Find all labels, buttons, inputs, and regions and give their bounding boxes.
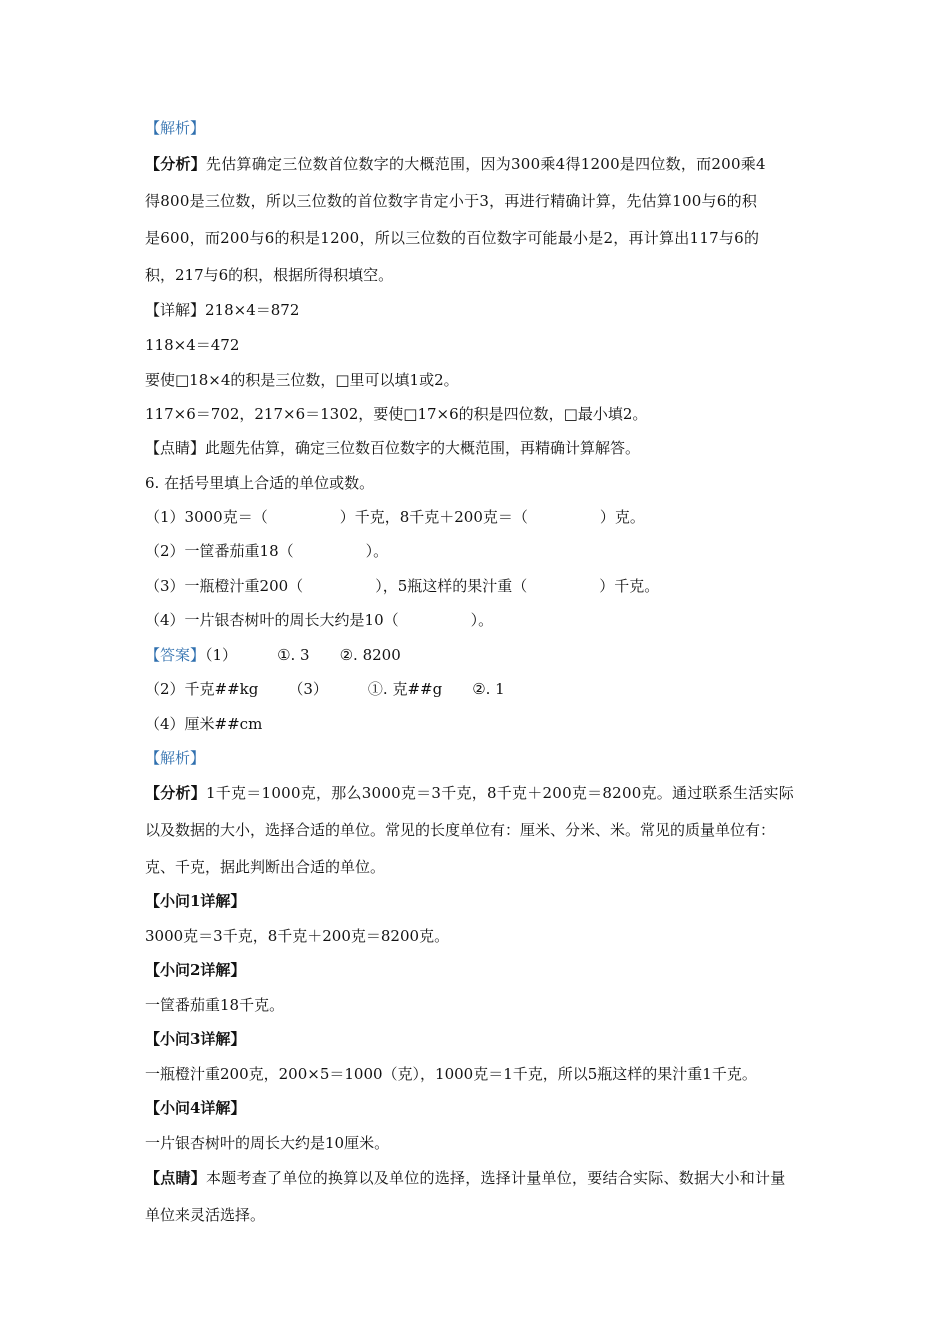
jiexi-heading: 【解析】 (145, 119, 206, 137)
answer-value: ①. 3 (277, 646, 310, 664)
detail-text: 218×4＝872 (205, 301, 300, 319)
analysis-text: 先估算确定三位数首位数字的大概范围，因为300乘4得1200是四位数，而200乘4 (206, 155, 766, 173)
detail-line (145, 300, 299, 320)
question-6-part-4 (145, 610, 493, 630)
question-6-part-3 (145, 576, 659, 596)
answer-value: ②. 1 (472, 680, 505, 698)
q6-part3-text: ）千克。 (599, 577, 660, 595)
dianjing-line (145, 438, 640, 458)
sub-question-3-text: 一瓶橙汁重200克，200×5＝1000（克），1000克＝1千克，所以5瓶这样的果汁重1千克。 (145, 1065, 757, 1083)
jiexi-heading: 【解析】 (145, 749, 206, 767)
dianjing-text: 本题考查了单位的换算以及单位的选择，选择计量单位，要结合实际、数据大小和计量 (206, 1169, 786, 1187)
answer-value: ①. 克##g (367, 680, 443, 698)
q6-part1-text: ）千克，8千克＋200克＝（ (339, 508, 528, 526)
q6-part1-text: ）克。 (599, 508, 645, 526)
q6-part1-text: （1）3000克＝（ (145, 508, 268, 526)
sub-question-3-heading: 【小问3详解】 (145, 1030, 246, 1048)
xiangjie-tag: 【详解】 (145, 301, 206, 319)
answer-part-label: （1） (205, 646, 238, 664)
dianjing-text: 此题先估算，确定三位数百位数字的大概范围，再精确计算解答。 (205, 439, 641, 457)
detail-text: 118×4＝472 (145, 336, 240, 354)
analysis-text: 以及数据的大小，选择合适的单位。常见的长度单位有：厘米、分米、米。常见的质量单位有： (145, 821, 776, 839)
question-6-part-1 (145, 507, 645, 527)
q6-part3-text: ），5瓶这样的果汁重（ (375, 577, 528, 595)
analysis-text: 是600，而200与6的积是1200，所以三位数的百位数字可能最小是2，再计算出117与6的 (145, 229, 760, 247)
q6-part2-text: ）。 (365, 542, 389, 560)
question-6-part-2 (145, 541, 388, 561)
q6-part4-text: （4）一片银杏树叶的周长大约是10（ (145, 611, 399, 629)
detail-text: 117×6＝702，217×6＝1302，要使□17×6的积是四位数，□最小填2。 (145, 405, 648, 423)
answer-line-2 (145, 679, 505, 699)
analysis-text: 克、千克，据此判断出合适的单位。 (145, 858, 386, 876)
dianjing-tag: 【点睛】 (145, 439, 206, 457)
answer-value: （4）厘米##cm (145, 715, 263, 733)
sub-question-1-heading: 【小问1详解】 (145, 892, 246, 910)
analysis-text: 1千克＝1000克，那么3000克＝3千克，8千克＋200克＝8200克。通过联系生活实际 (206, 784, 795, 802)
dianjing-line (145, 1168, 786, 1188)
q6-part3-text: （3）一瓶橙汁重200（ (145, 577, 304, 595)
q6-part4-text: ）。 (470, 611, 494, 629)
sub-question-4-heading: 【小问4详解】 (145, 1099, 246, 1117)
dianjing-text: 单位来灵活选择。 (145, 1206, 266, 1224)
sub-question-2-heading: 【小问2详解】 (145, 961, 246, 979)
analysis-text: 积，217与6的积，根据所得积填空。 (145, 266, 394, 284)
sub-question-1-text: 3000克＝3千克，8千克＋200克＝8200克。 (145, 927, 450, 945)
answer-value: ②. 8200 (339, 646, 401, 664)
sub-question-2-text: 一筐番茄重18千克。 (145, 996, 285, 1014)
fenxi-tag: 【分析】 (145, 784, 207, 802)
dianjing-tag: 【点睛】 (145, 1169, 207, 1187)
analysis-paragraph-line (145, 783, 794, 803)
detail-text: 要使□18×4的积是三位数，□里可以填1或2。 (145, 371, 459, 389)
answer-line-1 (145, 645, 401, 665)
question-6-title: 6. 在括号里填上合适的单位或数。 (145, 474, 375, 492)
answer-value: （2）千克##kg (145, 680, 259, 698)
sub-question-4-text: 一片银杏树叶的周长大约是10厘米。 (145, 1134, 390, 1152)
analysis-text: 得800是三位数，所以三位数的首位数字肯定小于3，再进行精确计算，先估算100与6的积 (145, 192, 758, 210)
answer-part-label: （3） (288, 680, 328, 698)
fenxi-tag: 【分析】 (145, 155, 207, 173)
q6-part2-text: （2）一筐番茄重18（ (145, 542, 294, 560)
analysis-paragraph-line (145, 154, 766, 174)
answer-tag: 【答案】 (145, 646, 206, 664)
